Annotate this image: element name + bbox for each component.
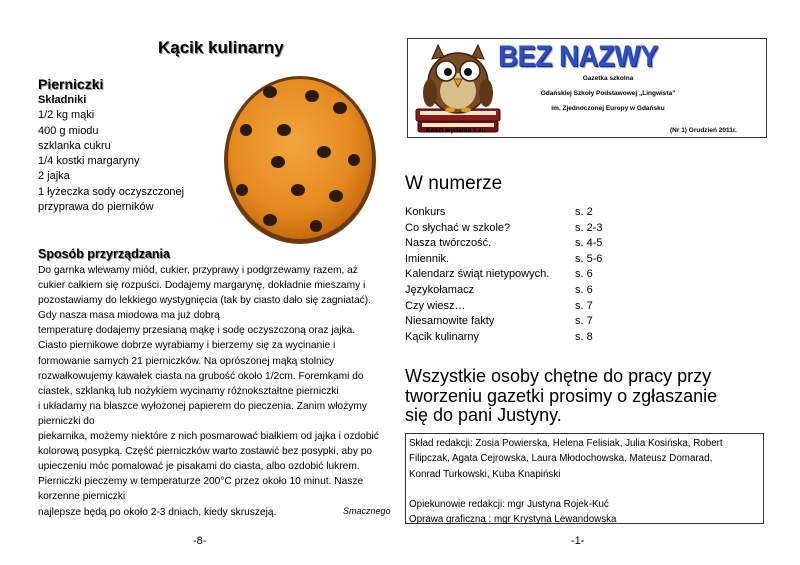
toc-label: Kalendarz świąt nietypowych. bbox=[405, 268, 550, 281]
method-title: Sposób przyrządzania bbox=[38, 247, 170, 261]
editorial-supervisors: Opiekunowie redakcji: mgr Justyna Rojek-Kuć bbox=[409, 498, 609, 510]
toc-label: Imiennik. bbox=[405, 252, 450, 265]
editorial-team-line: Skład redakcji: Zosia Powierska, Helena Felisiak, Julia Kosińska, Robert bbox=[409, 438, 723, 449]
ingredient-item: 1/2 kg mąki bbox=[38, 109, 95, 122]
toc-page: s. 7 bbox=[575, 315, 593, 328]
toc-page: s. 2 bbox=[575, 206, 593, 218]
editorial-team-line: Filipczak, Agata Cejrowska, Laura Młodochowska, Mateusz Domarad, bbox=[409, 453, 713, 465]
method-line: pozostawiamy do lekkiego wystygnięcia (tak by ciasto dało się zagniatać). bbox=[38, 295, 371, 307]
toc-label: Językołamacz bbox=[405, 283, 475, 296]
toc-label: Kącik kulinarny bbox=[405, 330, 479, 343]
recipe-name: Pierniczki bbox=[38, 76, 104, 92]
method-line: i układamy na blaszce wyłożonej papierem do pieczenia. Zanim włożymy bbox=[38, 400, 367, 412]
method-line: piekarnika, możemy niektóre z nich posmarować białkiem od jajka i ozdobić bbox=[38, 431, 379, 443]
toc-page: s. 6 bbox=[575, 283, 593, 296]
newspaper-title: BEZ NAZWY bbox=[498, 40, 658, 73]
ingredient-item: 1 łyżeczka sody oczyszczonej bbox=[38, 185, 185, 198]
page-number-right: -1- bbox=[571, 535, 585, 547]
signoff: Smacznego bbox=[343, 506, 391, 516]
issue-price: Koszt wydania 1 zł. bbox=[426, 127, 486, 134]
method-line: Gdy nasza masa miodowa ma już dobrą bbox=[38, 310, 220, 322]
ingredient-item: przyprawa do pierników bbox=[38, 201, 154, 214]
method-line: Pierniczki pieczemy w temperaturze 200°C przez około 10 minut. Nasze bbox=[38, 476, 364, 488]
cookie-illustration bbox=[220, 72, 380, 248]
call-to-action bbox=[405, 367, 775, 426]
masthead-subtitle: Gazetka szkolna bbox=[582, 75, 634, 82]
ingredient-item: 400 g miodu bbox=[38, 124, 99, 137]
masthead-school-name: Gdańskiej Szkoły Podstawowej „Lingwista" bbox=[540, 90, 676, 97]
method-line: upieczeniu móc pomalować je pisakami do ciasta, albo ozdobić lukrem. bbox=[38, 461, 360, 473]
ingredient-item: 2 jajka bbox=[38, 170, 70, 183]
toc-label: Niesamowite fakty bbox=[405, 315, 495, 328]
toc-label: Czy wiesz… bbox=[405, 299, 466, 312]
method-line: pierniczki do bbox=[38, 415, 95, 427]
editorial-team-line: Konrad Turkowski, Kuba Knapiński bbox=[409, 468, 561, 480]
ingredient-item: szklanka cukru bbox=[38, 139, 111, 152]
toc-page: s. 2-3 bbox=[575, 221, 603, 234]
toc-page: s. 8 bbox=[575, 330, 593, 343]
cta-line: się do pani Justyny. bbox=[405, 405, 562, 425]
method-line: korzenne pierniczki bbox=[38, 491, 126, 503]
ingredient-item: 1/4 kostki margaryny bbox=[38, 155, 140, 168]
page-title: Kącik kulinarny bbox=[158, 38, 284, 57]
issue-number-date: (Nr 1) Grudzień 2011r. bbox=[670, 127, 737, 134]
cta-line: Wszystkie osoby chętne do pracy przy bbox=[405, 366, 712, 386]
method-line: najlepsze będą po około 2-3 dniach, kiedy skruszeją. bbox=[38, 506, 277, 518]
ingredients-list bbox=[38, 93, 184, 215]
graphic-design-credit: Oprawa graficzna : mgr Krystyna Lewandowska bbox=[409, 514, 617, 526]
toc-title: W numerze bbox=[405, 173, 503, 194]
owl-on-books-illustration bbox=[414, 43, 502, 135]
method-line: formowanie samych 21 pierniczków. Na oprószonej mąką stolnicy bbox=[38, 355, 335, 367]
credits-box bbox=[405, 433, 764, 524]
method-line: ciastek, szklanką lub nożykiem wycinamy różnokształtne pierniczki bbox=[38, 385, 339, 397]
toc-label: Co słychać w szkole? bbox=[405, 221, 511, 234]
method-line: Ciasto piernikowe dobrze wyrabiamy i bierzemy się za wycinanie i bbox=[38, 340, 336, 352]
method-line: Do garnka wlewamy miód, cukier, przyprawy i podgrzewamy razem, aż bbox=[38, 265, 358, 276]
toc-page: s. 4-5 bbox=[575, 237, 603, 250]
credits-spacer bbox=[409, 482, 760, 497]
toc-label: Nasza twórczość. bbox=[405, 237, 492, 250]
page-number-left: -8- bbox=[193, 535, 207, 547]
toc-page: s. 6 bbox=[575, 268, 593, 281]
method-text bbox=[38, 263, 393, 520]
method-line: rozwałkowujemy kawałek ciasta na grubość około 1/2cm. Foremkami do bbox=[38, 370, 364, 382]
method-line: temperaturę dodajemy przesianą mąkę i sodę oczyszczoną oraz jajka. bbox=[38, 325, 356, 337]
masthead bbox=[407, 38, 767, 138]
toc-label: Konkurs bbox=[405, 206, 446, 218]
method-line: kolorową posypką. Część pierniczków warto zostawić bez posypki, aby po bbox=[38, 446, 373, 458]
masthead-school-patron: im. Zjednoczonej Europy w Gdańsku bbox=[551, 105, 665, 112]
cta-line: tworzeniu gazetki prosimy o zgłaszanie bbox=[405, 385, 718, 406]
toc-page: s. 7 bbox=[575, 299, 593, 312]
method-line: cukier całkiem się rozpuści. Dodajemy margarynę, dokładnie mieszamy i bbox=[38, 280, 366, 292]
ingredients-header: Składniki bbox=[38, 94, 87, 106]
toc-page: s. 5-6 bbox=[575, 252, 603, 265]
